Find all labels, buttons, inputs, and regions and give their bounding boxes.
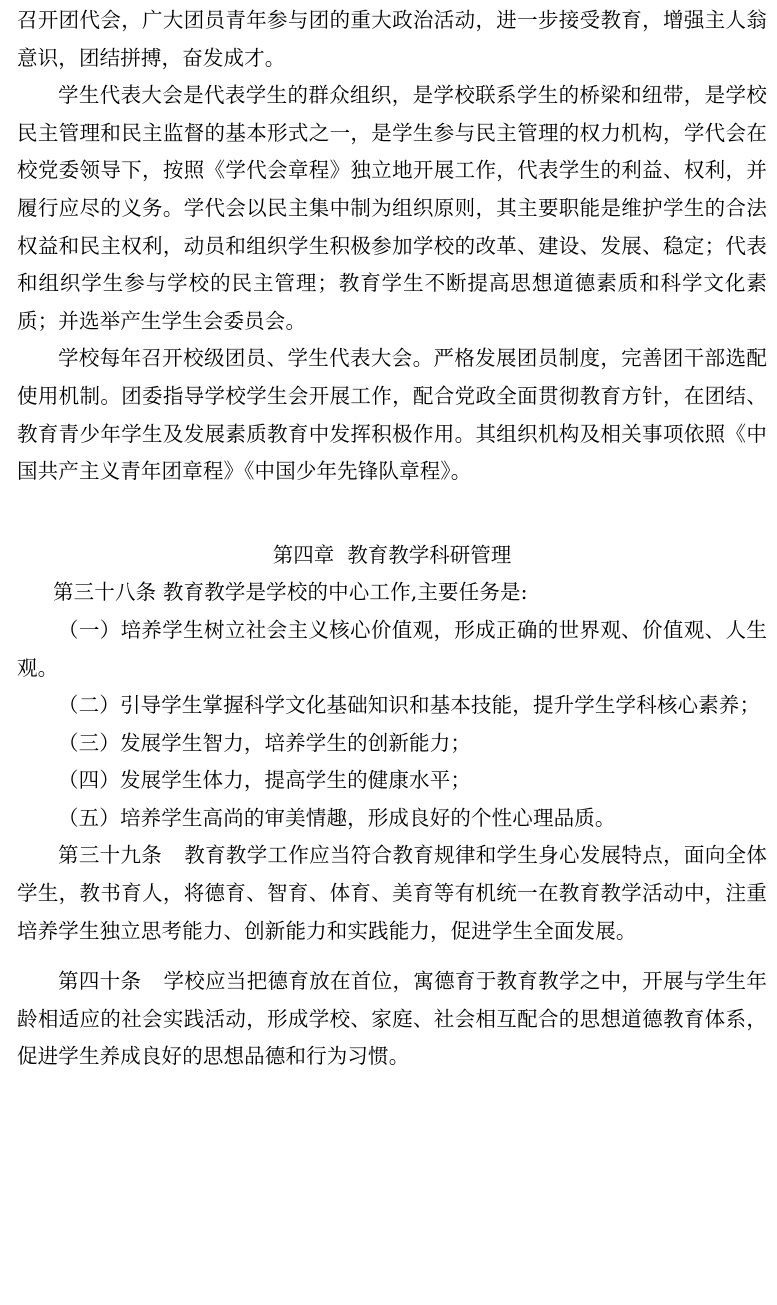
article-38-item-2: （二）引导学生掌握科学文化基础知识和基本技能，提升学生学科核心素养；: [58, 693, 761, 718]
article-38-item-4: （四）发展学生体力，提高学生的健康水平；: [58, 768, 471, 793]
article-40-label: 第四十条: [58, 969, 142, 994]
article-40: [17, 963, 767, 1076]
article-38-item-1: （一）培养学生树立社会主义核心价值观，形成正确的世界观、价值观、人生观。: [17, 617, 767, 680]
chapter-title: 第四章 教育教学科研管理: [272, 542, 512, 567]
paragraph-annual-congress: 学校每年召开校级团员、学生代表大会。严格发展团员制度，完善团干部选配使用机制。团委指导学校学生会开展工作，配合党政全面贯彻教育方针，在团结、教育青少年学生及发展素质教育中发挥积极作用。其组织机构及相关事项依照《中国共产主义青年团章程》《中国少年先锋队章程》。: [17, 346, 767, 484]
article-39-text: 教育教学工作应当符合教育规律和学生身心发展特点，面向全体学生，教书育人，将德育、智育、体育、美育等有机统一在教育教学活动中，注重培养学生独立思考能力、创新能力和实践能力，促进学生全面发展。: [17, 843, 767, 943]
section-gap: [17, 491, 767, 537]
article-40-text: 学校应当把德育放在首位，寓德育于教育教学之中，开展与学生年龄相适应的社会实践活动，形成学校、家庭、社会相互配合的思想道德教育体系，促进学生养成良好的思想品德和行为习惯。: [17, 969, 767, 1069]
article-38-head: 第三十八条 教育教学是学校的中心工作,主要任务是:: [53, 580, 528, 605]
document-page: [17, 0, 767, 1076]
paragraph-continuation: 召开团代会，广大团员青年参与团的重大政治活动，进一步接受教育，增强主人翁意识，团结拼搏，奋发成才。: [17, 8, 767, 70]
paragraph-student-congress: 学生代表大会是代表学生的群众组织，是学校联系学生的桥梁和纽带，是学校民主管理和民主监督的基本形式之一，是学生参与民主管理的权力机构，学代会在校党委领导下，按照《学代会章程》独立地开展工作，代表学生的利益、权利，并履行应尽的义务。学代会以民主集中制为组织原则，其主要职能是维护学生的合法权益和民主权利，动员和组织学生积极参加学校的改革、建设、发展、稳定；代表和组织学生参与学校的民主管理；教育学生不断提高思想道德素质和科学文化素质；并选举产生学生会委员会。: [17, 83, 767, 333]
article-39-label: 第三十九条: [58, 843, 163, 868]
article-39: [17, 837, 767, 950]
paragraph-gap: [17, 950, 767, 963]
article-38-item-3: （三）发展学生智力，培养学生的创新能力；: [58, 730, 471, 755]
article-38-item-5: （五）培养学生高尚的审美情趣，形成良好的个性心理品质。: [58, 805, 616, 830]
